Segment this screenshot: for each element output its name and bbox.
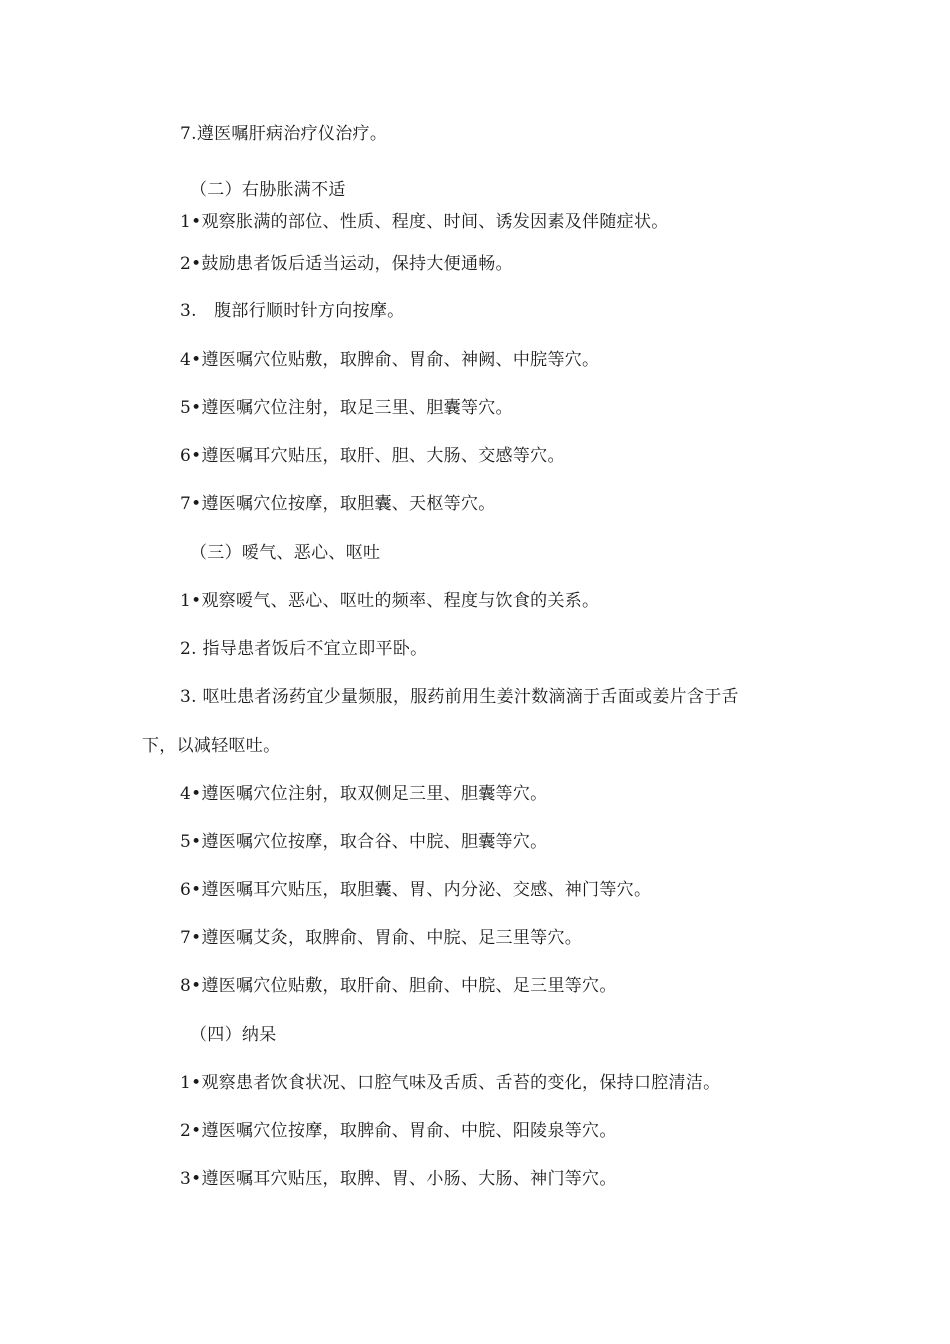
paragraph-s4-item2: 2•遵医嘱穴位按摩，取脾俞、胃俞、中脘、阳陵泉等穴。 (180, 1121, 617, 1141)
paragraph-s4-item3: 3•遵医嘱耳穴贴压，取脾、胃、小肠、大肠、神门等穴。 (180, 1169, 617, 1189)
paragraph-s3-item5: 5•遵医嘱穴位按摩，取合谷、中脘、胆囊等穴。 (180, 832, 548, 852)
section-heading-2: （二）右胁胀满不适 (190, 180, 346, 200)
section-heading-4: （四）纳呆 (190, 1025, 277, 1045)
paragraph-s2-item1: 1•观察胀满的部位、性质、程度、时间、诱发因素及伴随症状。 (180, 212, 669, 232)
paragraph-s2-item7: 7•遵医嘱穴位按摩，取胆囊、天枢等穴。 (180, 494, 496, 514)
paragraph-s2-item4: 4•遵医嘱穴位贴敷，取脾俞、胃俞、神阙、中脘等穴。 (180, 350, 600, 370)
paragraph-s3-item1: 1•观察嗳气、恶心、呕吐的频率、程度与饮食的关系。 (180, 591, 600, 611)
paragraph-s3-item8: 8•遵医嘱穴位贴敷，取肝俞、胆俞、中脘、足三里等穴。 (180, 976, 617, 996)
paragraph-s4-item1: 1•观察患者饮食状况、口腔气味及舌质、舌苔的变化，保持口腔清洁。 (180, 1073, 721, 1093)
section-heading-3: （三）嗳气、恶心、呕吐 (190, 543, 381, 563)
paragraph-s3-item6: 6•遵医嘱耳穴贴压，取胆囊、胃、内分泌、交感、神门等穴。 (180, 880, 652, 900)
paragraph-s2-item5: 5•遵医嘱穴位注射，取足三里、胆囊等穴。 (180, 398, 513, 418)
paragraph-s2-item3: 3. 腹部行顺时针方向按摩。 (180, 301, 405, 321)
paragraph-s3-item4: 4•遵医嘱穴位注射，取双侧足三里、胆囊等穴。 (180, 784, 548, 804)
paragraph-s2-item6: 6•遵医嘱耳穴贴压，取肝、胆、大肠、交感等穴。 (180, 446, 565, 466)
paragraph-s3-item3-cont: 下，以减轻呕吐。 (142, 736, 281, 756)
paragraph-s1-item7: 7.遵医嘱肝病治疗仪治疗。 (180, 124, 388, 144)
paragraph-s3-item2: 2. 指导患者饭后不宜立即平卧。 (180, 639, 428, 659)
paragraph-s3-item3: 3. 呕吐患者汤药宜少量频服，服药前用生姜汁数滴滴于舌面或姜片含于舌 (180, 687, 739, 707)
paragraph-s3-item7: 7•遵医嘱艾灸，取脾俞、胃俞、中脘、足三里等穴。 (180, 928, 583, 948)
paragraph-s2-item2: 2•鼓励患者饭后适当运动，保持大便通畅。 (180, 254, 513, 274)
